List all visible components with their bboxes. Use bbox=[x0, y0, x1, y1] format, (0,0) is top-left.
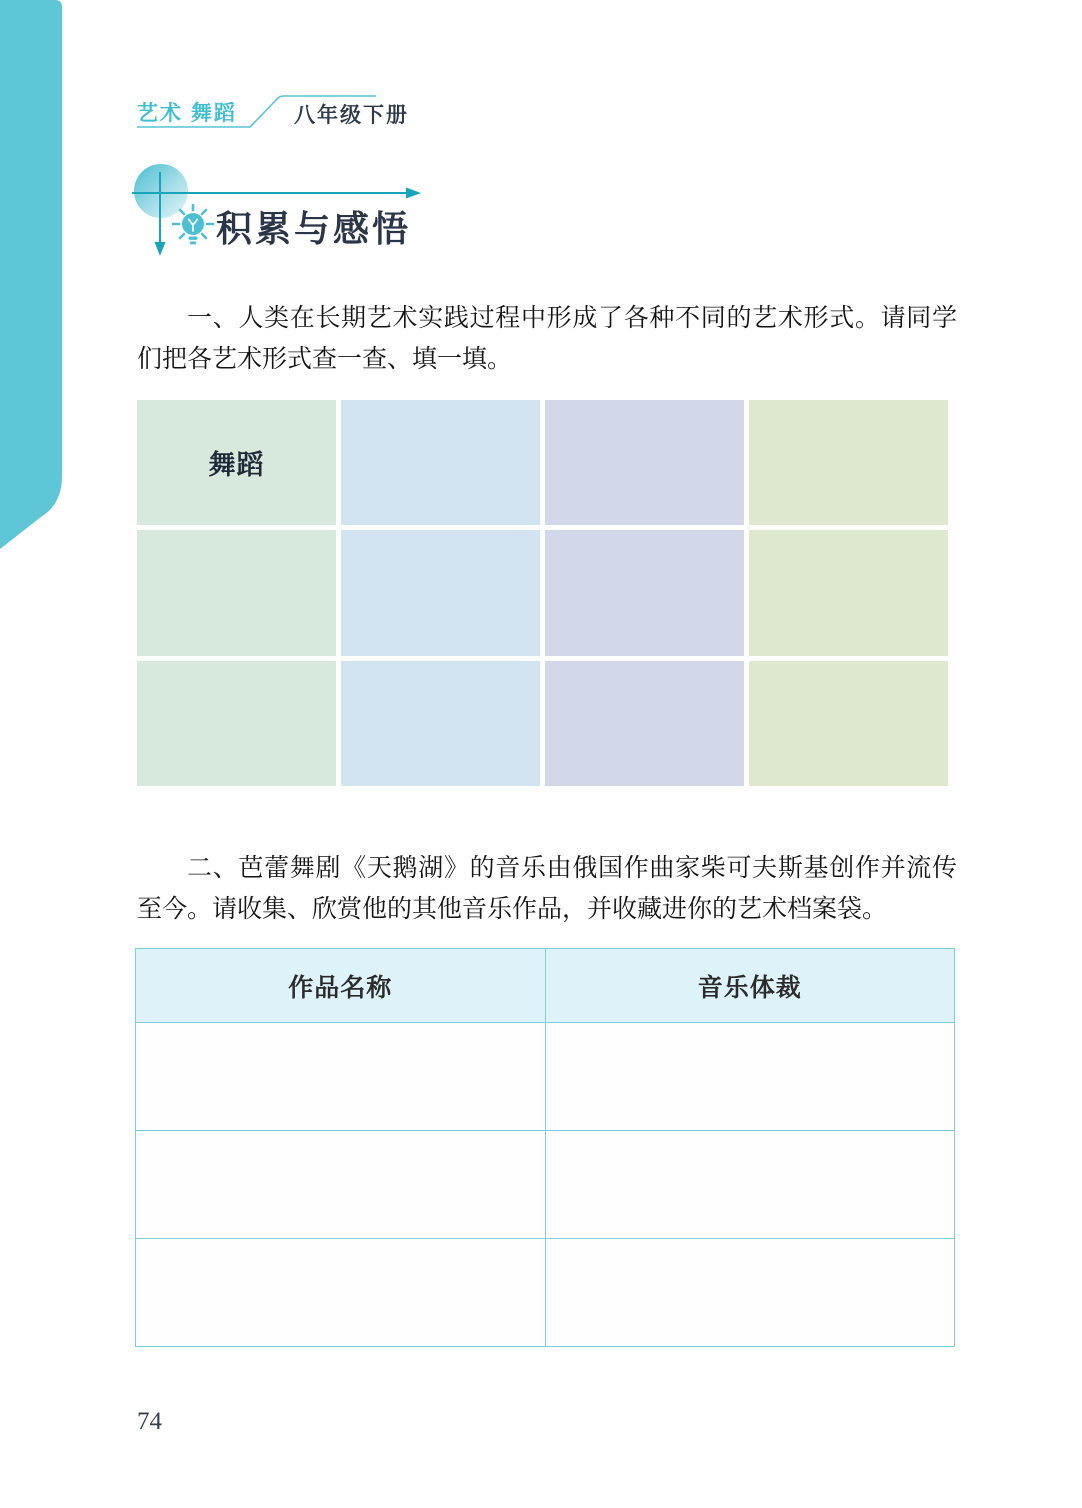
table-row bbox=[136, 1023, 955, 1131]
page-number: 74 bbox=[137, 1408, 162, 1435]
column-header-work-name: 作品名称 bbox=[136, 949, 546, 1023]
music-genre-blank-cell[interactable] bbox=[545, 1023, 955, 1131]
art-grid-cell-blank[interactable] bbox=[545, 661, 744, 786]
music-works-table bbox=[135, 948, 955, 1347]
work-name-blank-cell[interactable] bbox=[136, 1131, 546, 1239]
table-row bbox=[136, 1239, 955, 1347]
header-divider-line bbox=[135, 90, 380, 132]
lightbulb-icon bbox=[172, 204, 214, 250]
art-grid-cell-blank[interactable] bbox=[137, 661, 336, 786]
art-grid-cell-blank[interactable] bbox=[749, 530, 948, 655]
art-grid-cell-blank[interactable] bbox=[341, 530, 540, 655]
art-grid-cell-blank[interactable] bbox=[545, 530, 744, 655]
art-grid-cell-blank[interactable] bbox=[137, 530, 336, 655]
section-title: 积累与感悟 bbox=[216, 208, 412, 249]
art-grid-cell-blank[interactable] bbox=[749, 661, 948, 786]
music-genre-blank-cell[interactable] bbox=[545, 1131, 955, 1239]
table-row bbox=[136, 1131, 955, 1239]
art-grid-cell-blank[interactable] bbox=[545, 400, 744, 525]
task1-text: 一、人类在长期艺术实践过程中形成了各种不同的艺术形式。请同学们把各艺术形式查一查、填一填。 bbox=[137, 305, 957, 373]
art-grid-cell-label: 舞蹈 bbox=[208, 450, 265, 481]
art-forms-grid bbox=[137, 400, 948, 786]
art-grid-cell-blank[interactable] bbox=[341, 661, 540, 786]
left-ribbon bbox=[0, 0, 62, 560]
music-table-header-row bbox=[136, 949, 955, 1023]
work-name-blank-cell[interactable] bbox=[136, 1239, 546, 1347]
work-name-blank-cell[interactable] bbox=[136, 1023, 546, 1131]
task2-text: 二、芭蕾舞剧《天鹅湖》的音乐由俄国作曲家柴可夫斯基创作并流传至今。请收集、欣赏他的其他音乐作品，并收藏进你的艺术档案袋。 bbox=[137, 855, 957, 923]
header-grade: 八年级下册 bbox=[294, 104, 409, 127]
art-grid-cell-blank[interactable] bbox=[341, 400, 540, 525]
art-grid-cell-dance[interactable] bbox=[137, 400, 336, 525]
music-genre-blank-cell[interactable] bbox=[545, 1239, 955, 1347]
column-header-music-genre: 音乐体裁 bbox=[545, 949, 955, 1023]
art-grid-cell-blank[interactable] bbox=[749, 400, 948, 525]
header-subject: 艺术 舞蹈 bbox=[137, 102, 237, 125]
